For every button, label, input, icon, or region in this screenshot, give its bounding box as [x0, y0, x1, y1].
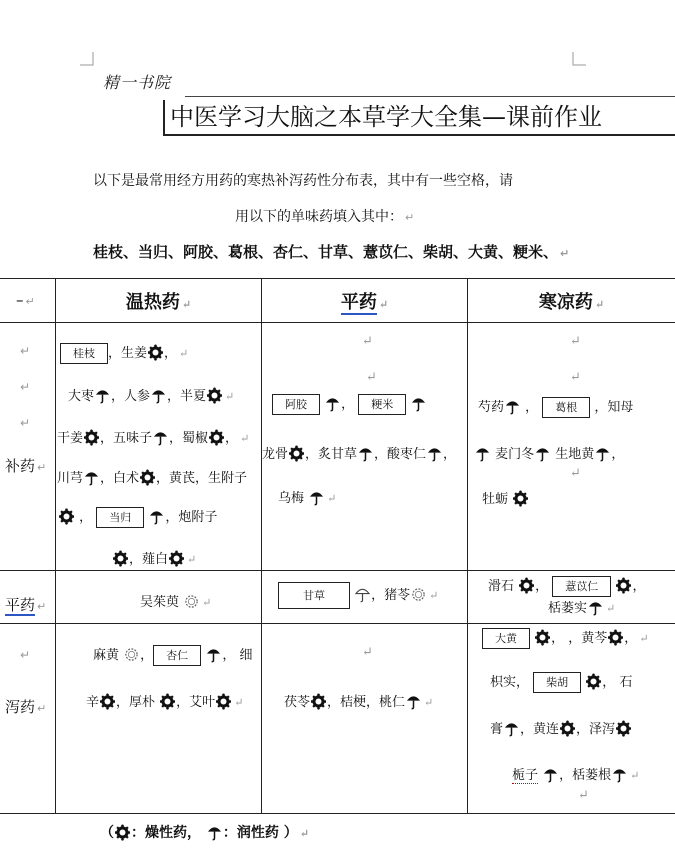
moist-herb-icon	[406, 693, 421, 710]
dry-herb-icon	[59, 508, 74, 525]
table-row1-border	[0, 570, 675, 571]
moist-herb-icon	[84, 469, 99, 486]
dry-herb-icon	[519, 577, 534, 594]
dry-herb-icon	[148, 344, 163, 361]
answer-box-chaihu[interactable]: 柴胡	[533, 672, 581, 693]
dry-herb-icon	[113, 550, 128, 567]
moist-herb-icon	[151, 387, 166, 404]
cell-tonify-warm-line-2: 大枣 ，人参 ，半夏 ↵	[68, 389, 235, 404]
moist-herb-icon	[325, 395, 340, 412]
cell-tonify-cold-line-3: 牡蛎	[482, 488, 529, 507]
dry-herb-icon	[184, 593, 199, 610]
moist-herb-icon	[358, 445, 373, 462]
moist-herb-icon	[612, 766, 627, 783]
moist-herb-icon	[595, 445, 610, 462]
symbol-legend: （ ：燥性药， ：润性药 ） ↵	[100, 825, 309, 841]
answer-box-gegen[interactable]: 葛根	[542, 397, 590, 418]
dry-herb-icon	[608, 629, 623, 646]
answer-box-gancao[interactable]: 甘草	[278, 582, 350, 609]
moist-herb-icon	[153, 429, 168, 446]
row-header-neutral: 平药 ↵	[5, 596, 47, 614]
row-header-purge: 泻药 ↵	[5, 698, 47, 716]
col-header-cold: 寒凉药 ↵	[538, 292, 605, 313]
cell-tonify-warm-line-3: 干姜 ，五味子 ，蜀椒 ， ↵	[57, 431, 250, 446]
moist-herb-icon	[427, 445, 442, 462]
dry-herb-icon	[160, 693, 175, 710]
cell-purge-cold-line-1: 大黄 ， ，黄芩 ， ↵	[482, 627, 649, 649]
dry-herb-icon	[100, 693, 115, 710]
moist-herb-icon	[95, 387, 110, 404]
page-corner-mark-left	[80, 52, 94, 66]
cell-purge-cold-marker: ↵	[578, 788, 589, 803]
dry-herb-icon	[115, 824, 130, 841]
moist-herb-icon	[207, 824, 222, 841]
row-header-tonify: 补药 ↵	[5, 457, 47, 475]
cell-purge-neutral-marker: ↵	[362, 645, 373, 660]
dry-herb-icon	[209, 429, 224, 446]
answer-box-jingmi[interactable]: 粳米	[358, 394, 406, 415]
table-top-border	[0, 278, 675, 279]
cell-tonify-cold-line-2: 麦门冬 生地黄 ，	[474, 443, 624, 462]
cell-purge-cold-line-2: 枳实， 柴胡 ， 石	[490, 671, 632, 693]
moist-herb-icon	[411, 395, 426, 412]
cell-neutral-warm: 吴茱萸 ↵	[140, 595, 212, 610]
dry-herb-icon	[311, 693, 326, 710]
document-title: 中医学习大脑之本草学大全集—课前作业	[170, 103, 602, 131]
table-col-divider-3	[467, 278, 468, 813]
table-corner-cell: – ↵	[16, 291, 35, 309]
moist-herb-icon	[504, 720, 519, 737]
col-header-warm: 温热药 ↵	[125, 292, 192, 313]
dry-herb-icon	[124, 646, 139, 663]
table-bottom-border	[0, 813, 675, 814]
col-header-neutral: 平药 ↵	[340, 292, 389, 313]
answer-box-danggui[interactable]: 当归	[96, 507, 144, 528]
dry-herb-icon	[560, 720, 575, 737]
moist-herb-icon	[149, 508, 164, 525]
header-rule	[185, 96, 675, 97]
cell-neutral-neutral: 甘草 ，猪苓 ↵	[278, 582, 438, 609]
cell-tonify-warm-line-6: ，薤白 ↵	[112, 548, 196, 567]
page-corner-mark-right	[572, 52, 586, 66]
cell-tonify-cold-marker-3: ↵	[570, 466, 581, 481]
dry-herb-icon	[535, 629, 550, 646]
answer-box-guizhi[interactable]: 桂枝	[60, 343, 108, 364]
cell-purge-cold-line-3: 膏 ，黄连 ，泽泻	[490, 718, 632, 737]
dry-herb-icon	[207, 387, 222, 404]
cell-tonify-warm-line-5: ， 当归 ，炮附子	[58, 506, 217, 528]
dry-herb-icon	[411, 586, 426, 603]
intro-line-1: 以下是最常用经方用药的寒热补泻药性分布表，其中有一些空格，请	[93, 173, 513, 189]
dry-herb-icon	[616, 720, 631, 737]
cell-purge-warm-line-2: 辛 ，厚朴 ，艾叶 ↵	[86, 695, 244, 710]
dry-herb-icon	[216, 693, 231, 710]
intro-line-2: 用以下的单味药填入其中： ↵	[235, 209, 415, 225]
cell-purge-cold-line-4: 栀子 ，栝蒌根 ↵	[512, 768, 640, 783]
cell-tonify-cold-marker-1: ↵	[570, 334, 581, 349]
moist-herb-icon	[588, 599, 603, 616]
row-header-marker: ↵	[20, 648, 31, 662]
cell-purge-warm-line-1: 麻黄 ， 杏仁 ， 细	[93, 644, 252, 666]
brand-logo-text: 精一书院	[103, 73, 172, 92]
moist-herb-icon	[535, 445, 550, 462]
table-row2-border	[0, 623, 675, 624]
cell-tonify-warm-line-1: 桂枝 ，生姜 ， ↵	[60, 342, 188, 364]
moist-herb-icon	[206, 646, 221, 663]
cell-tonify-neutral-line-1: 阿胶 ， 粳米	[272, 393, 427, 415]
cell-tonify-neutral-marker-2: ↵	[366, 370, 377, 385]
dry-herb-icon	[140, 469, 155, 486]
cell-tonify-neutral-marker-1: ↵	[362, 334, 373, 349]
herb-list: 桂枝、当归、阿胶、葛根、杏仁、甘草、薏苡仁、柴胡、大黄、粳米、 ↵	[93, 243, 570, 261]
cell-neutral-cold-line-2: 栝蒌实 ↵	[548, 601, 616, 616]
cell-tonify-cold-line-1: 芍药 ， 葛根 ，知母	[478, 396, 633, 418]
cell-tonify-warm-line-4: 川芎 ，白术 ，黄芪，生附子	[57, 471, 248, 486]
cell-tonify-neutral-line-2: 龙骨 ，炙甘草 ，酸枣仁 ，	[262, 447, 457, 462]
moist-herb-icon	[475, 445, 490, 462]
cell-tonify-cold-marker-2: ↵	[570, 370, 581, 385]
table-header-border	[0, 322, 675, 323]
dry-herb-icon	[513, 490, 528, 507]
moist-herb-icon	[309, 489, 324, 506]
answer-box-xingren[interactable]: 杏仁	[153, 645, 201, 666]
cell-neutral-cold-line-1: 滑石 ， 薏苡仁 ，	[488, 575, 645, 597]
answer-box-dahuang[interactable]: 大黄	[482, 628, 530, 649]
moist-herb-icon	[505, 398, 520, 415]
row-header-markers: ↵ ↵ ↵	[20, 344, 31, 430]
table-col-divider-1	[55, 278, 56, 813]
cell-tonify-neutral-line-3: 乌梅 ↵	[278, 491, 337, 506]
answer-box-yiyiren[interactable]: 薏苡仁	[552, 576, 611, 597]
moist-herb-icon	[543, 766, 558, 783]
answer-box-ejiao[interactable]: 阿胶	[272, 394, 320, 415]
dry-herb-icon	[616, 577, 631, 594]
dry-herb-icon	[289, 445, 304, 462]
dry-herb-icon	[169, 550, 184, 567]
moist-herb-icon	[355, 586, 370, 603]
cell-purge-neutral-line-1: 茯苓 ，桔梗，桃仁 ↵	[284, 695, 434, 710]
dry-herb-icon	[586, 673, 601, 690]
dry-herb-icon	[84, 429, 99, 446]
table-col-divider-2	[261, 278, 262, 813]
